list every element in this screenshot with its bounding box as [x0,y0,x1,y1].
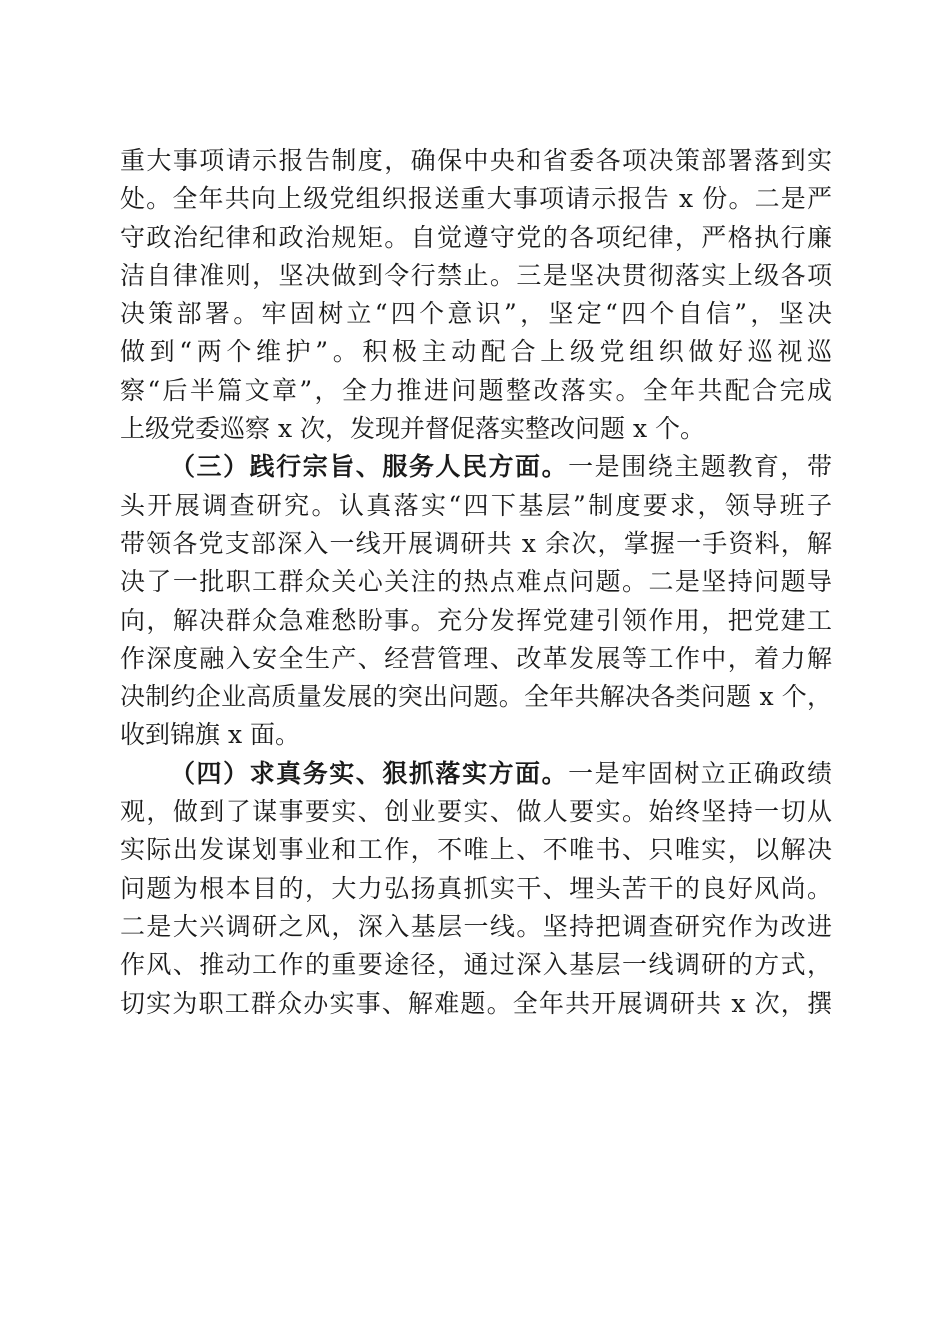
document-body [120,142,832,1023]
text-line: 作风、推动工作的重要途径，通过深入基层一线调研的方式， [120,950,832,980]
text-line: 决了一批职工群众关心关注的热点难点问题。二是坚持问题导 [120,567,832,597]
text-line: 实际出发谋划事业和工作，不唯上、不唯书、只唯实，以解决 [120,835,832,865]
text-line: 收到锦旗 x 面。 [120,720,300,750]
text-run: 一是牢固树立正确政绩 [568,758,832,788]
paragraph-continuation [120,142,832,448]
text-line: 察“后半篇文章”，全力推进问题整改落实。全年共配合完成 [120,375,832,405]
text-line: 向，解决群众急难愁盼事。充分发挥党建引领作用，把党建工 [120,605,832,635]
text-line: 问题为根本目的，大力弘扬真抓实干、埋头苦干的良好风尚。 [120,873,832,903]
text-line: 上级党委巡察 x 次，发现并督促落实整改问题 x 个。 [120,414,705,444]
text-line: 带领各党支部深入一线开展调研共 x 余次，掌握一手资料，解 [120,528,832,558]
text-run: 一是围绕主题教育，带 [568,452,832,482]
text-line: 头开展调查研究。认真落实“四下基层”制度要求，领导班子 [120,490,832,520]
paragraph-section-3 [120,448,832,754]
section-heading: （三）践行宗旨、服务人民方面。 [170,452,569,482]
text-line: 决策部署。牢固树立“四个意识”，坚定“四个自信”，坚决 [120,299,832,329]
text-line: 重大事项请示报告制度，确保中央和省委各项决策部署落到实 [120,146,832,175]
paragraph-first-line [120,755,832,793]
text-line: 处。全年共向上级党组织报送重大事项请示报告 x 份。二是严 [120,184,832,214]
section-heading: （四）求真务实、狠抓落实方面。 [170,758,569,788]
text-line: 决制约企业高质量发展的突出问题。全年共解决各类问题 x 个， [120,682,832,712]
text-line: 做到“两个维护”。积极主动配合上级党组织做好巡视巡 [120,337,832,367]
text-line: 二是大兴调研之风，深入基层一线。坚持把调查研究作为改进 [120,911,832,941]
text-line: 观，做到了谋事要实、创业要实、做人要实。始终坚持一切从 [120,797,832,827]
text-line: 切实为职工群众办实事、解难题。全年共开展调研共 x 次，撰 [120,988,832,1018]
paragraph-first-line [120,448,832,486]
paragraph-section-4 [120,755,832,1023]
text-line: 洁自律准则，坚决做到令行禁止。三是坚决贯彻落实上级各项 [120,260,832,290]
text-line: 作深度融入安全生产、经营管理、改革发展等工作中，着力解 [120,643,832,673]
text-line: 守政治纪律和政治规矩。自觉遵守党的各项纪律，严格执行廉 [120,222,832,252]
